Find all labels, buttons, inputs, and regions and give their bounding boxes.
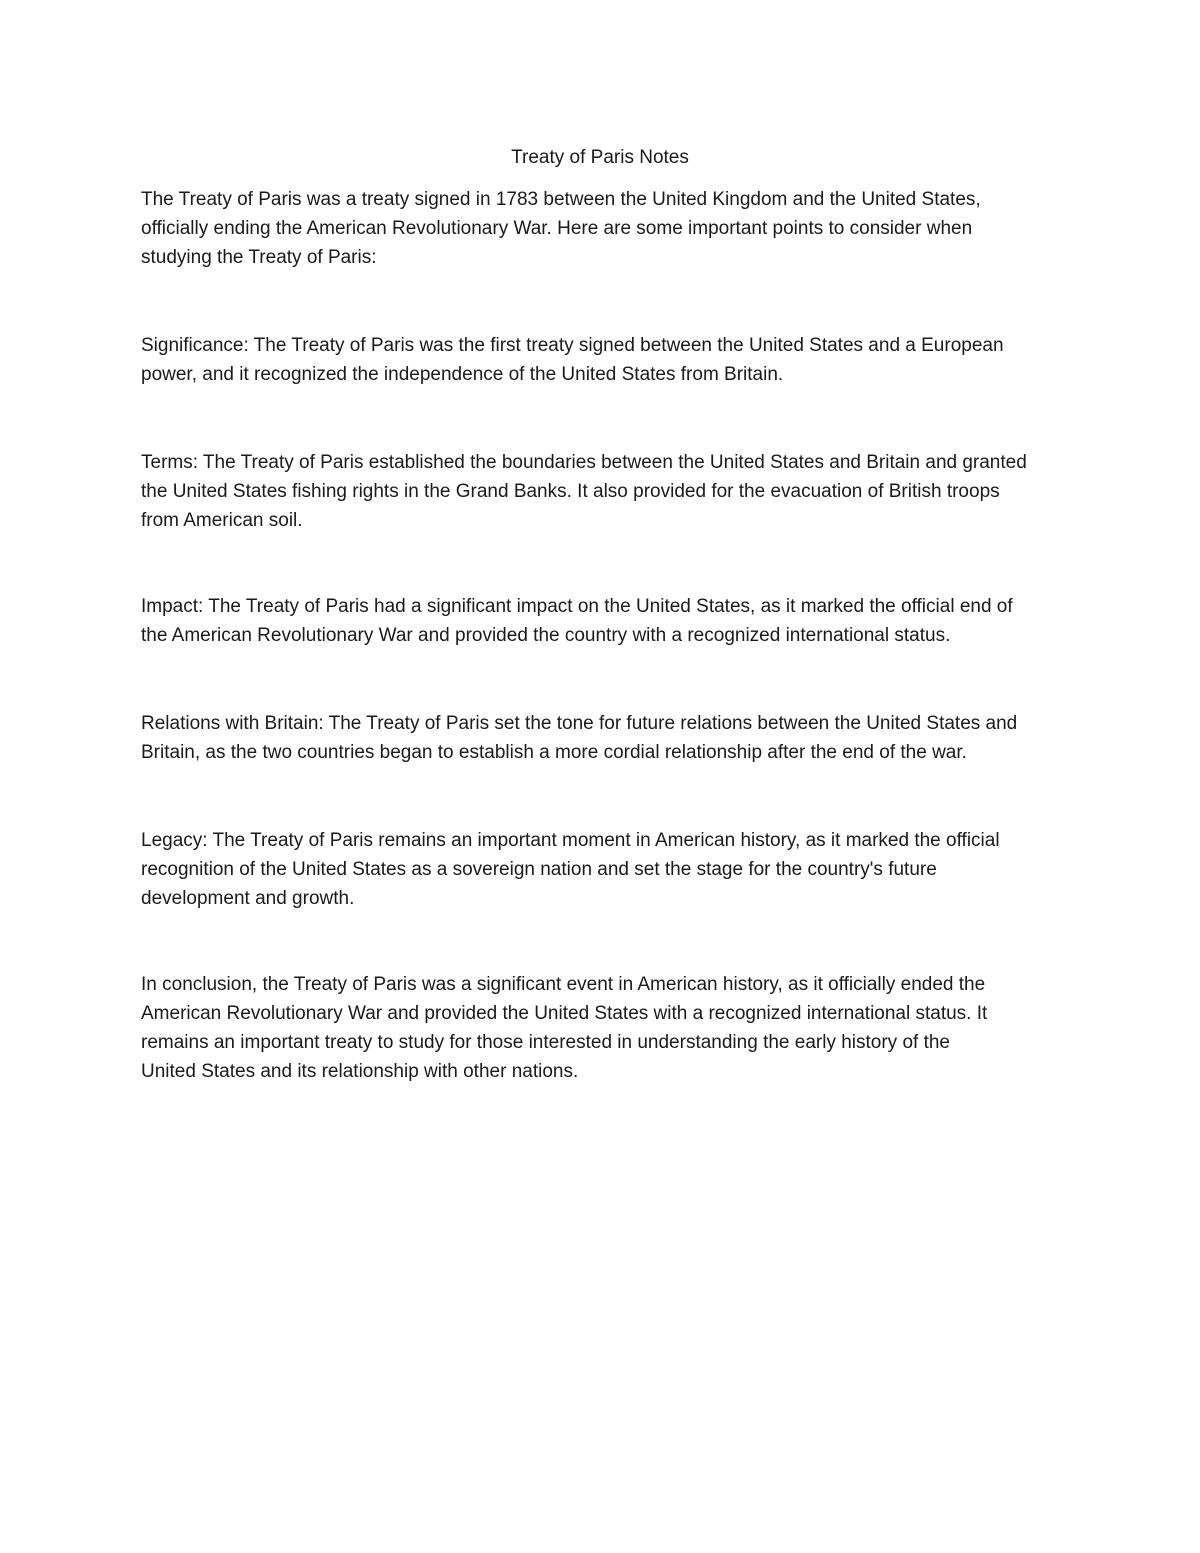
paragraph-line: American Revolutionary War and provided the United States with a recognized international status. It (141, 1003, 988, 1024)
paragraph-line: remains an important treaty to study for those interested in understanding the early history of the (141, 1032, 950, 1053)
paragraph-line: United States and its relationship with other nations. (141, 1061, 579, 1082)
paragraph-line: Significance: The Treaty of Paris was the first treaty signed between the United States and a European (141, 335, 1004, 356)
intro-paragraph (141, 185, 981, 272)
paragraph-line: studying the Treaty of Paris: (141, 247, 377, 268)
paragraph-line: The Treaty of Paris was a treaty signed in 1783 between the United Kingdom and the United States, (141, 189, 981, 210)
significance-paragraph (141, 331, 1004, 389)
document-title: Treaty of Paris Notes (511, 147, 689, 168)
paragraph-line: Legacy: The Treaty of Paris remains an important moment in American history, as it marked the official (141, 830, 1000, 851)
paragraph-line: power, and it recognized the independence of the United States from Britain. (141, 364, 784, 385)
paragraph-line: Relations with Britain: The Treaty of Paris set the tone for future relations between the United States and (141, 713, 1018, 734)
paragraph-line: the United States fishing rights in the Grand Banks. It also provided for the evacuation of British troops (141, 481, 1000, 502)
paragraph-line: In conclusion, the Treaty of Paris was a significant event in American history, as it officially ended the (141, 974, 986, 995)
paragraph-line: Britain, as the two countries began to establish a more cordial relationship after the end of the war. (141, 742, 967, 763)
relations-paragraph (141, 709, 1017, 767)
impact-paragraph (141, 592, 1013, 650)
paragraph-line: Impact: The Treaty of Paris had a significant impact on the United States, as it marked the official end of (141, 596, 1013, 617)
legacy-paragraph (141, 826, 1000, 913)
terms-paragraph (141, 448, 1027, 535)
paragraph-line: from American soil. (141, 510, 303, 531)
paragraph-line: development and growth. (141, 888, 355, 909)
paragraph-line: recognition of the United States as a sovereign nation and set the stage for the country's future (141, 859, 937, 880)
paragraph-line: the American Revolutionary War and provided the country with a recognized international status. (141, 625, 951, 646)
conclusion-paragraph (141, 970, 987, 1086)
paragraph-line: Terms: The Treaty of Paris established the boundaries between the United States and Britain and granted (141, 452, 1027, 473)
paragraph-line: officially ending the American Revolutionary War. Here are some important points to consider when (141, 218, 973, 239)
